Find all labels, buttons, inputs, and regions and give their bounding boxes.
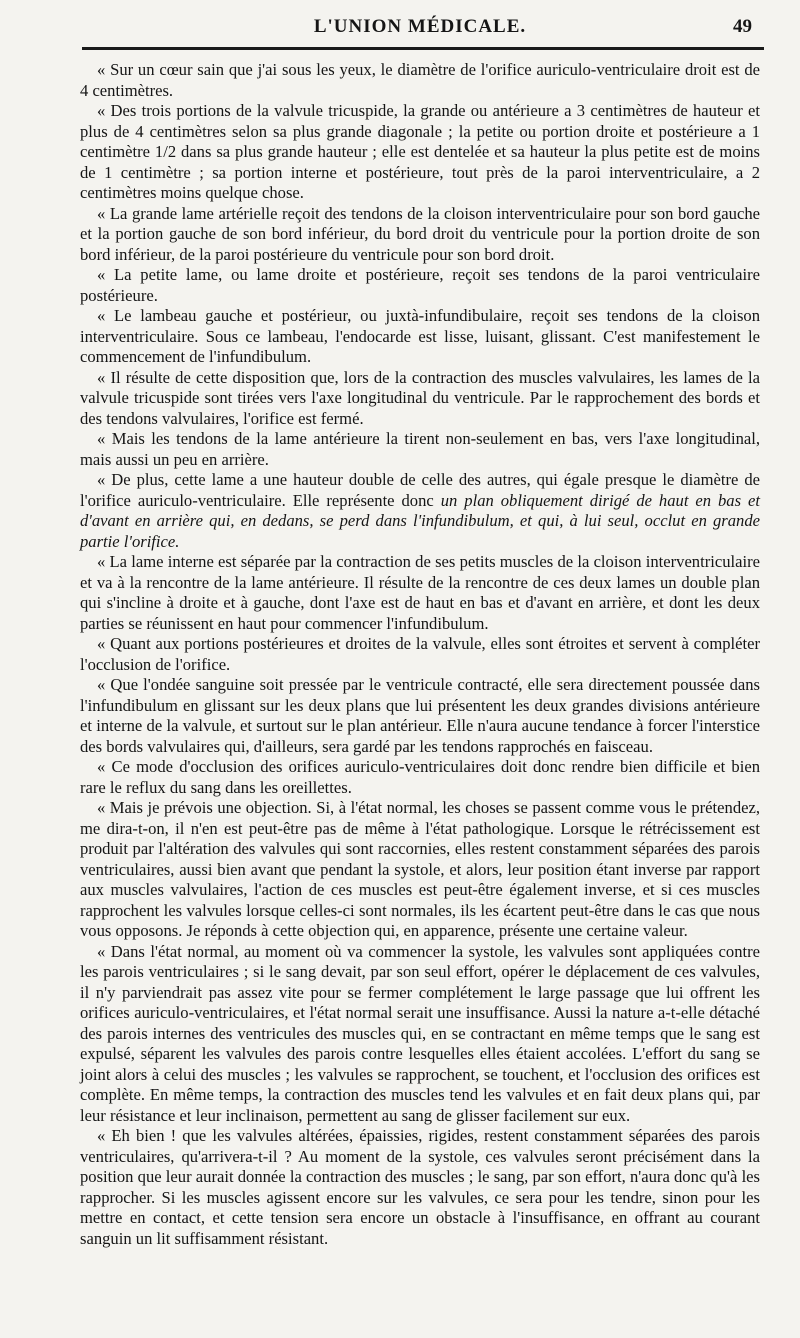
paragraph: « Il résulte de cette disposition que, lors de la contraction des muscles valvulaires, les lames de la valvule tricuspide sont tirées vers l'axe longitudinal du ventricule. Par le rapprochement des bords et des tendons valvulaires, l'orifice est fermé.	[80, 367, 760, 428]
paragraph: « La grande lame artérielle reçoit des tendons de la cloison interventriculaire pour son bord gauche et la portion gauche de son bord inférieur, du bord droit du ventricule pour la portion droite de son bord inférieur, de la paroi postérieure du ventricule pour son bord droit.	[80, 203, 760, 264]
paragraph: « La petite lame, ou lame droite et postérieure, reçoit ses tendons de la paroi ventriculaire postérieure.	[80, 265, 760, 305]
italic-passage: un plan obliquement dirigé de haut en bas et d'avant en arrière qui, en dedans, se perd dans l'infundibulum, et qui, à lui seul, occlut en grande partie l'orifice.	[80, 490, 760, 551]
page-number: 49	[733, 16, 752, 37]
paragraph: « Mais les tendons de la lame antérieure la tirent non-seulement en bas, vers l'axe longitudinal, mais aussi un peu en arrière.	[80, 429, 760, 469]
paragraph: « Que l'ondée sanguine soit pressée par le ventricule contracté, elle sera directement poussée dans l'infundibulum en glissant sur les deux plans que lui présentent les deux grandes divisions antérieure et interne de la valvule, et surtout sur le plan antérieur. Elle n'aura aucune tendance à forcer l'interstice des bords valvulaires qui, d'ailleurs, sera gardé par les tendons rapprochés en faisceau.	[80, 675, 760, 756]
paragraph: « Sur un cœur sain que j'ai sous les yeux, le diamètre de l'orifice auriculo-ventriculaire droit est de 4 centimètres.	[80, 60, 760, 100]
paragraph	[80, 470, 760, 552]
paragraph: « Mais je prévois une objection. Si, à l'état normal, les choses se passent comme vous le prétendez, me dira-t-on, il n'en est peut-être pas de même à l'état pathologique. Lorsque le rétrécissement est produit par l'altération des valvules qui sont raccornies, elles restent constamment séparées des parois ventriculaires, aussi bien avant que pendant la systole, et alors, leur position étant inverse par rapport aux muscles valvulaires, l'action de ces muscles est peut-être également inverse, et si ces muscles rapprochent les valvules lorsque celles-ci sont normales, ils les écartent peut-être dans le cas que nous vous opposons. Je réponds à cette objection qui, en apparence, présente une certaine valeur.	[80, 798, 760, 940]
paragraph: « Eh bien ! que les valvules altérées, épaissies, rigides, restent constamment séparées des parois ventriculaires, qu'arrivera-t-il ? Au moment de la systole, ces valvules seront précisément dans la position que leur aurait donnée la contraction des muscles ; le sang, par son effort, n'aura donc qu'à les rapprocher. Si les muscles agissent encore sur les valvules, ce sera pour les tendre, sinon pour les mettre en contact, et cette tension sera encore un obstacle à l'insuffisance, en offrant au courant sanguin un lit suffisamment résistant.	[80, 1126, 760, 1248]
running-title: L'UNION MÉDICALE.	[313, 16, 527, 37]
page-header	[80, 14, 760, 44]
paragraph-text: « De plus, cette lame a une hauteur double de celle des autres, qui égale presque le diamètre de l'orifice auriculo-ventriculaire. Elle représente donc	[80, 470, 760, 510]
paragraph: « La lame interne est séparée par la contraction de ses petits muscles de la cloison interventriculaire et va à la rencontre de la lame antérieure. Il résulte de la rencontre de ces deux lames un double plan qui s'incline à droite et à gauche, dont l'axe est de haut en bas et d'avant en arrière, et dont les deux parties se réunissent en haut pour commencer l'infundibulum.	[80, 552, 760, 633]
paragraph: « Des trois portions de la valvule tricuspide, la grande ou antérieure a 3 centimètres de hauteur et plus de 4 centimètres selon sa plus grande diagonale ; la petite ou portion droite et postérieure a 1 centimètre 1/2 dans sa plus grande hauteur ; elle est dentelée et sa hauteur la plus petite est de moins de 1 centimètre ; sa portion interne et postérieure, tout près de la paroi interventriculaire, a 2 centimètres moins quelque chose.	[80, 101, 760, 202]
paragraph: « Ce mode d'occlusion des orifices auriculo-ventriculaires doit donc rendre bien difficile et bien rare le reflux du sang dans les oreillettes.	[80, 757, 760, 797]
header-rule	[82, 47, 764, 50]
paragraph: « Le lambeau gauche et postérieur, ou juxtà-infundibulaire, reçoit ses tendons de la cloison interventriculaire. Sous ce lambeau, l'endocarde est lisse, luisant, glissant. C'est manifestement le commencement de l'infundibulum.	[80, 306, 760, 366]
body-text	[80, 60, 760, 1249]
paragraph: « Dans l'état normal, au moment où va commencer la systole, les valvules sont appliquées contre les parois ventriculaires ; si le sang devait, par son seul effort, opérer le déplacement de ces valvules, il n'y parviendrait pas assez vite pour se fermer complétement le large passage que lui offrent les orifices auriculo-ventriculaires, et l'état normal serait une insuffisance. Aussi la nature a-t-elle détaché des parois internes des ventricules des muscles qui, en se contractant en même temps que le sang est expulsé, séparent les valvules des parois contre lesquelles elles étaient accolées. L'effort du sang se joint alors à celui des muscles ; les valvules se rapprochent, se touchent, et l'occlusion des orifices est complète. En même temps, la contraction des muscles tend les valvules et en fait deux plans qui, par leur résistance et leur inclinaison, permettent au sang de glisser facilement sur eux.	[80, 941, 760, 1125]
paragraph: « Quant aux portions postérieures et droites de la valvule, elles sont étroites et servent à compléter l'occlusion de l'orifice.	[80, 634, 760, 674]
